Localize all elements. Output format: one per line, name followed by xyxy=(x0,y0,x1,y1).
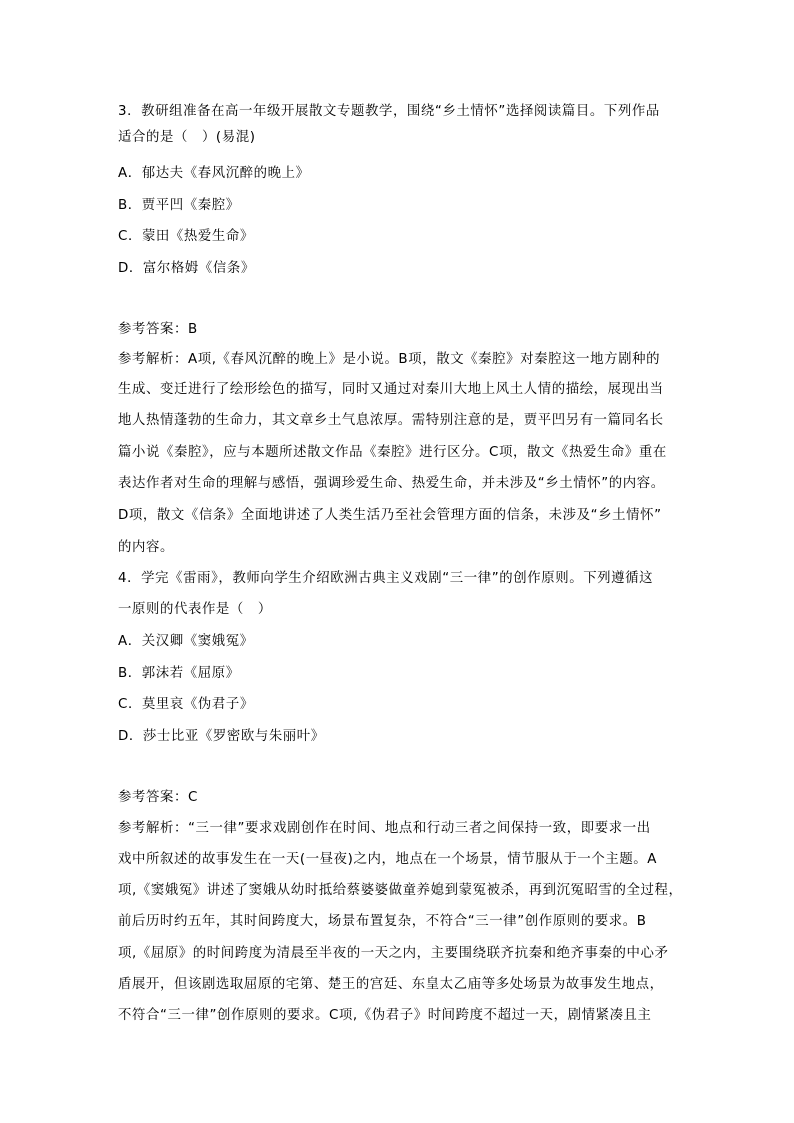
q3-analysis-line: D项，散文《信条》全面地讲述了人类生活乃至社会管理方面的信条，未涉及“乡土情怀” xyxy=(118,508,662,523)
q4-stem-line-2: 一原则的代表作是（ ） xyxy=(118,602,272,617)
q4-analysis-line: 参考解析：“三一律”要求戏剧创作在时间、地点和行动三者之间保持一致，即要求一出 xyxy=(118,821,651,836)
q3-analysis-line: 篇小说《秦腔》，应与本题所述散文作品《秦腔》进行区分。C项，散文《热爱生命》重在 xyxy=(118,445,667,460)
q3-stem-line-2: 适合的是（ ）(易混) xyxy=(118,130,256,145)
q4-analysis-line: 戏中所叙述的故事发生在一天(一昼夜)之内，地点在一个场景，情节服从于一个主题。A xyxy=(118,852,658,867)
q3-option-a: A．郁达夫《春风沉醉的晚上》 xyxy=(118,166,310,181)
q3-analysis-line: 地人热情蓬勃的生命力，其文章乡土气息浓厚。需特别注意的是，贾平凹另有一篇同名长 xyxy=(118,413,664,428)
q4-stem-line-1: 4．学完《雷雨》，教师向学生介绍欧洲古典主义戏剧“三一律”的创作原则。下列遵循这 xyxy=(118,571,654,586)
q3-option-b: B．贾平凹《秦腔》 xyxy=(118,198,240,213)
q4-option-c: C．莫里哀《伪君子》 xyxy=(118,697,254,712)
q3-analysis-line: 表达作者对生命的理解与感悟，强调珍爱生命、热爱生命，并未涉及“乡土情怀”的内容。 xyxy=(118,476,665,491)
q3-option-c: C．蒙田《热爱生命》 xyxy=(118,229,254,244)
q3-analysis-line: 的内容。 xyxy=(118,540,174,555)
q3-analysis-line: 生成、变迁进行了绘形绘色的描写，同时又通过对秦川大地上风土人情的描绘，展现出当 xyxy=(118,382,664,397)
q4-analysis-line: 项,《屈原》的时间跨度为清晨至半夜的一天之内，主要围绕联齐抗秦和绝齐事秦的中心矛 xyxy=(118,946,669,961)
q4-analysis-line: 前后历时约五年，其时间跨度大，场景布置复杂，不符合“三一律”创作原则的要求。B xyxy=(118,914,647,929)
q4-option-b: B．郭沫若《屈原》 xyxy=(118,666,240,681)
q4-answer: 参考答案：C xyxy=(118,790,198,805)
q3-answer: 参考答案：B xyxy=(118,322,198,337)
q4-option-a: A．关汉卿《窦娥冤》 xyxy=(118,634,254,649)
q4-analysis-line: 盾展开，但该剧选取屈原的宅第、楚王的宫廷、东皇太乙庙等多处场景为故事发生地点， xyxy=(118,977,664,992)
q3-option-d: D．富尔格姆《信条》 xyxy=(118,261,255,276)
q3-stem-line-1: 3．教研组准备在高一年级开展散文专题教学，围绕“乡土情怀”选择阅读篇目。下列作品 xyxy=(118,104,660,119)
q4-analysis-line: 项,《窦娥冤》讲述了窦娥从幼时抵给蔡婆婆做童养媳到蒙冤被杀，再到沉冤昭雪的全过程， xyxy=(118,883,683,898)
q4-option-d: D．莎士比亚《罗密欧与朱丽叶》 xyxy=(118,729,325,744)
q3-analysis-line: 参考解析：A项,《春风沉醉的晚上》是小说。B项，散文《秦腔》对秦腔这一地方剧种的 xyxy=(118,352,661,367)
q4-analysis-line: 不符合“三一律”创作原则的要求。C项,《伪君子》时间跨度不超过一天，剧情紧凑且主 xyxy=(118,1008,652,1023)
